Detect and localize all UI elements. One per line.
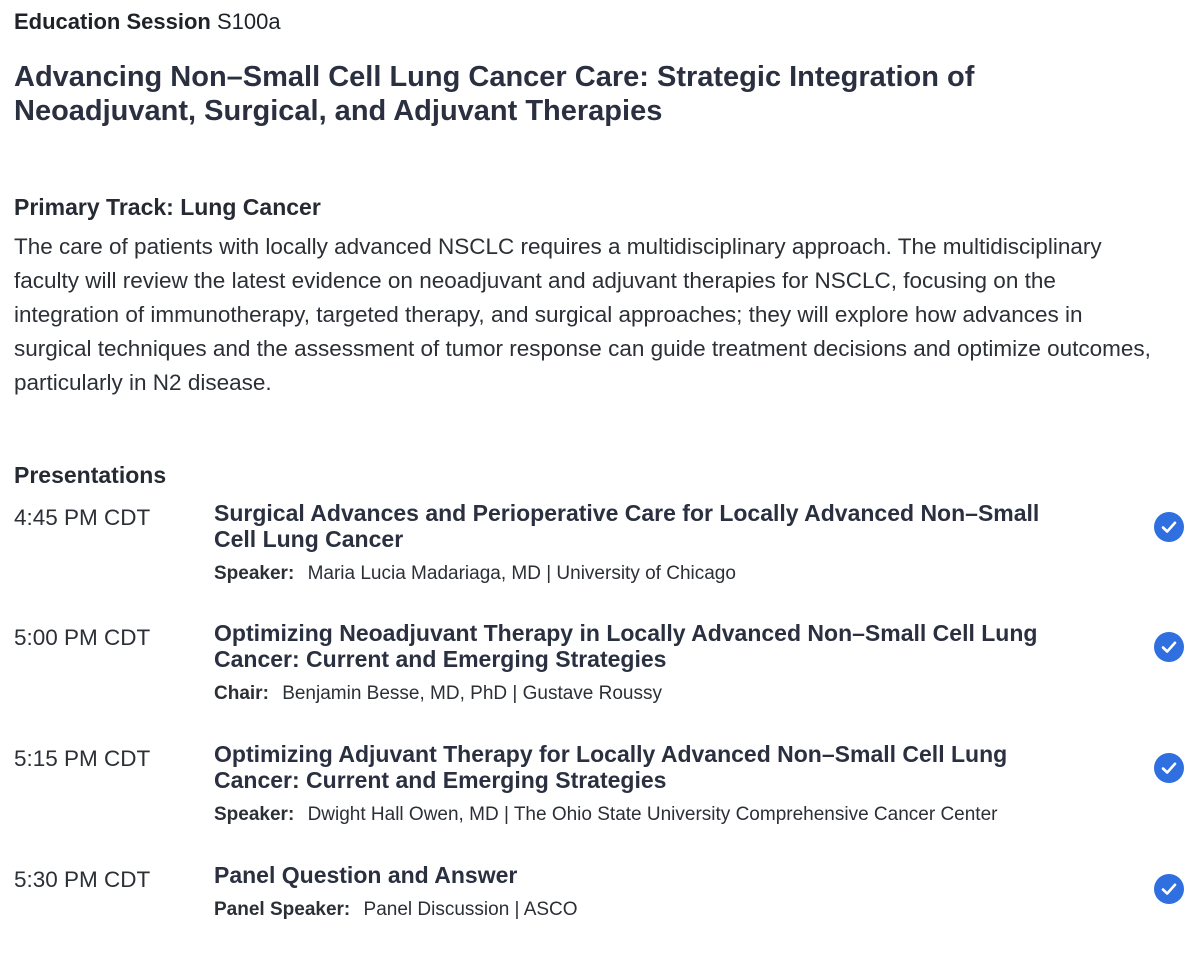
person-link[interactable]: Panel Discussion | ASCO [363, 899, 578, 920]
presentation-role [214, 803, 1084, 827]
person-link[interactable]: Dwight Hall Owen, MD | The Ohio State University Comprehensive Cancer Center [307, 804, 998, 825]
presentation-title[interactable]: Optimizing Neoadjuvant Therapy in Locally Advanced Non–Small Cell Lung Cancer: Current and Emerging Strategies [214, 620, 1038, 672]
presentation-role [214, 562, 1084, 586]
session-title: Advancing Non–Small Cell Lung Cancer Care: Strategic Integration of Neoadjuvant, Surgical, and Adjuvant Therapies [14, 61, 975, 127]
presentation-role [214, 898, 1084, 922]
presentation-title[interactable]: Panel Question and Answer [214, 862, 518, 888]
presentation-row [14, 500, 1184, 620]
presentation-time: 5:00 PM CDT [14, 625, 151, 650]
presentation-row [14, 741, 1184, 862]
session-description: The care of patients with locally advanced NSCLC requires a multidisciplinary approach. The multidisciplinary faculty will review the latest evidence on neoadjuvant and adjuvant therapies for NSCLC, focusing on the integration of immunotherapy, targeted therapy, and surgical approaches; they will explore how advances in surgical techniques and the assessment of tumor response can guide treatment decisions and optimize outcomes, particularly in N2 disease. [14, 234, 1151, 395]
session-code: S100a [216, 9, 281, 34]
presentation-row [14, 620, 1184, 741]
presentation-role [214, 682, 1084, 706]
role-label: Speaker: [214, 804, 295, 825]
presentation-time: 4:45 PM CDT [14, 505, 151, 530]
presentation-time: 5:15 PM CDT [14, 746, 151, 771]
presentation-body [214, 862, 1084, 922]
person-link[interactable]: Maria Lucia Madariaga, MD | University of Chicago [307, 563, 736, 584]
presentations-heading: Presentations [14, 462, 167, 488]
check-circle-icon[interactable] [1154, 874, 1184, 904]
role-label: Chair: [214, 683, 269, 704]
presentation-row [14, 862, 1184, 952]
primary-track: Primary Track: Lung Cancer [14, 194, 321, 220]
role-label: Speaker: [214, 563, 295, 584]
presentation-time: 5:30 PM CDT [14, 867, 151, 892]
presentation-body [214, 620, 1084, 706]
presentation-title[interactable]: Optimizing Adjuvant Therapy for Locally Advanced Non–Small Cell Lung Cancer: Current and Emerging Strategies [214, 741, 1008, 793]
presentation-body [214, 741, 1084, 827]
role-label: Panel Speaker: [214, 899, 351, 920]
person-link[interactable]: Benjamin Besse, MD, PhD | Gustave Roussy [282, 683, 662, 704]
presentation-title[interactable]: Surgical Advances and Perioperative Care for Locally Advanced Non–Small Cell Lung Cancer [214, 500, 1040, 552]
presentation-body [214, 500, 1084, 586]
session-detail-page [14, 0, 1184, 956]
session-header [14, 8, 281, 36]
check-circle-icon[interactable] [1154, 512, 1184, 542]
check-circle-icon[interactable] [1154, 753, 1184, 783]
check-circle-icon[interactable] [1154, 632, 1184, 662]
session-type-label: Education Session [14, 9, 211, 34]
presentations-list [14, 500, 1184, 952]
